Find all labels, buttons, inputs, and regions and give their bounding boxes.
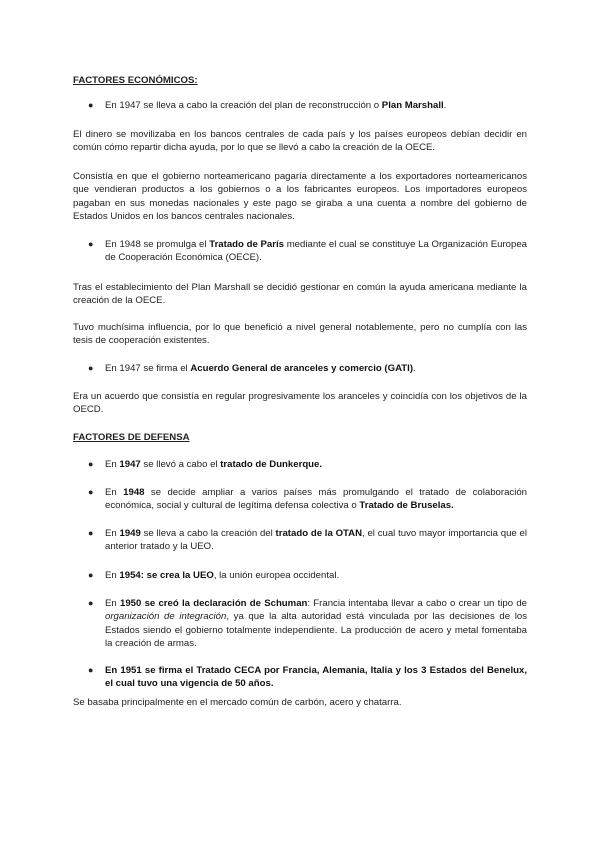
bullet-otan: En 1949 se lleva a cabo la creación del tratado de la OTAN, el cual tuvo mayor importancia que el anterior tratado y la UEO. [105, 528, 527, 553]
bullet-icon: ● [88, 528, 94, 538]
bullet-icon: ● [88, 487, 94, 497]
bullet-plan-marshall: En 1947 se lleva a cabo la creación del plan de reconstrucción o Plan Marshall. [105, 100, 447, 111]
bullet-ceca: En 1951 se firma el Tratado CECA por Francia, Alemania, Italia y los 3 Estados del Benelux, el cual tuvo una vigencia de 50 años. [105, 665, 527, 690]
bullet-bruselas: En 1948 se decide ampliar a varios países más promulgando el tratado de colaboración económica, social y cultural de legítima defensa colectiva o Tratado de Bruselas. [105, 487, 527, 512]
bullet-icon: ● [88, 570, 94, 580]
bullet-gati: En 1947 se firma el Acuerdo General de aranceles y comercio (GATI). [105, 363, 416, 374]
paragraph-mercado-comun: Se basaba principalmente en el mercado común de carbón, acero y chatarra. [73, 697, 402, 708]
bullet-icon: ● [88, 239, 94, 249]
bullet-tratado-paris: En 1948 se promulga el Tratado de París mediante el cual se constituye La Organización Europea de Cooperación Económica (OECE). [105, 239, 528, 264]
paragraph-dinero: El dinero se movilizaba en los bancos centrales de cada país y los países europeos debían decidir en común cómo repartir dicha ayuda, por lo que se llevó a cabo la creación de la OECE. [73, 129, 527, 154]
paragraph-plan-marshall: Tras el establecimiento del Plan Marshall se decidió gestionar en común la ayuda americana mediante la creación de la OECE. [73, 282, 527, 307]
bullet-icon: ● [88, 100, 94, 110]
bullet-icon: ● [88, 459, 94, 469]
bullet-icon: ● [88, 363, 94, 373]
bullet-icon: ● [88, 665, 94, 675]
paragraph-acuerdo: Era un acuerdo que consistía en regular progresivamente los aranceles y coincidía con los objetivos de la OECD. [73, 391, 527, 416]
bullet-dunkerque: En 1947 se llevó a cabo el tratado de Dunkerque. [105, 459, 323, 470]
bullet-ueo: En 1954: se crea la UEO, la unión europea occidental. [105, 570, 340, 581]
bullet-icon: ● [88, 598, 94, 608]
heading-factores-defensa: FACTORES DE DEFENSA [73, 432, 190, 443]
paragraph-influencia: Tuvo muchísima influencia, por lo que benefició a nivel general notablemente, pero no cumplía con las tesis de cooperación existentes. [73, 322, 527, 347]
bullet-schuman: En 1950 se creó la declaración de Schuman: Francia intentaba llevar a cabo o crear un tipo de organización de integración, ya que la alta autoridad está vinculada por las decisiones de los Estados siendo el gobierno totalmente independiente. La producción de acero y metal fomentaba la creación de armas. [105, 598, 528, 650]
heading-factores-economicos: FACTORES ECONÓMICOS: [73, 75, 198, 86]
paragraph-consistia: Consistía en que el gobierno norteamericano pagaría directamente a los exportadores norteamericanos que vendieran productos a los gobiernos o a los fabricantes europeos. Los importadores europeos pagaban en sus monedas nacionales y este pago se giraba a una cuenta a nombre del gobierno de Estados Unidos en los bancos centrales nacionales. [73, 171, 527, 223]
